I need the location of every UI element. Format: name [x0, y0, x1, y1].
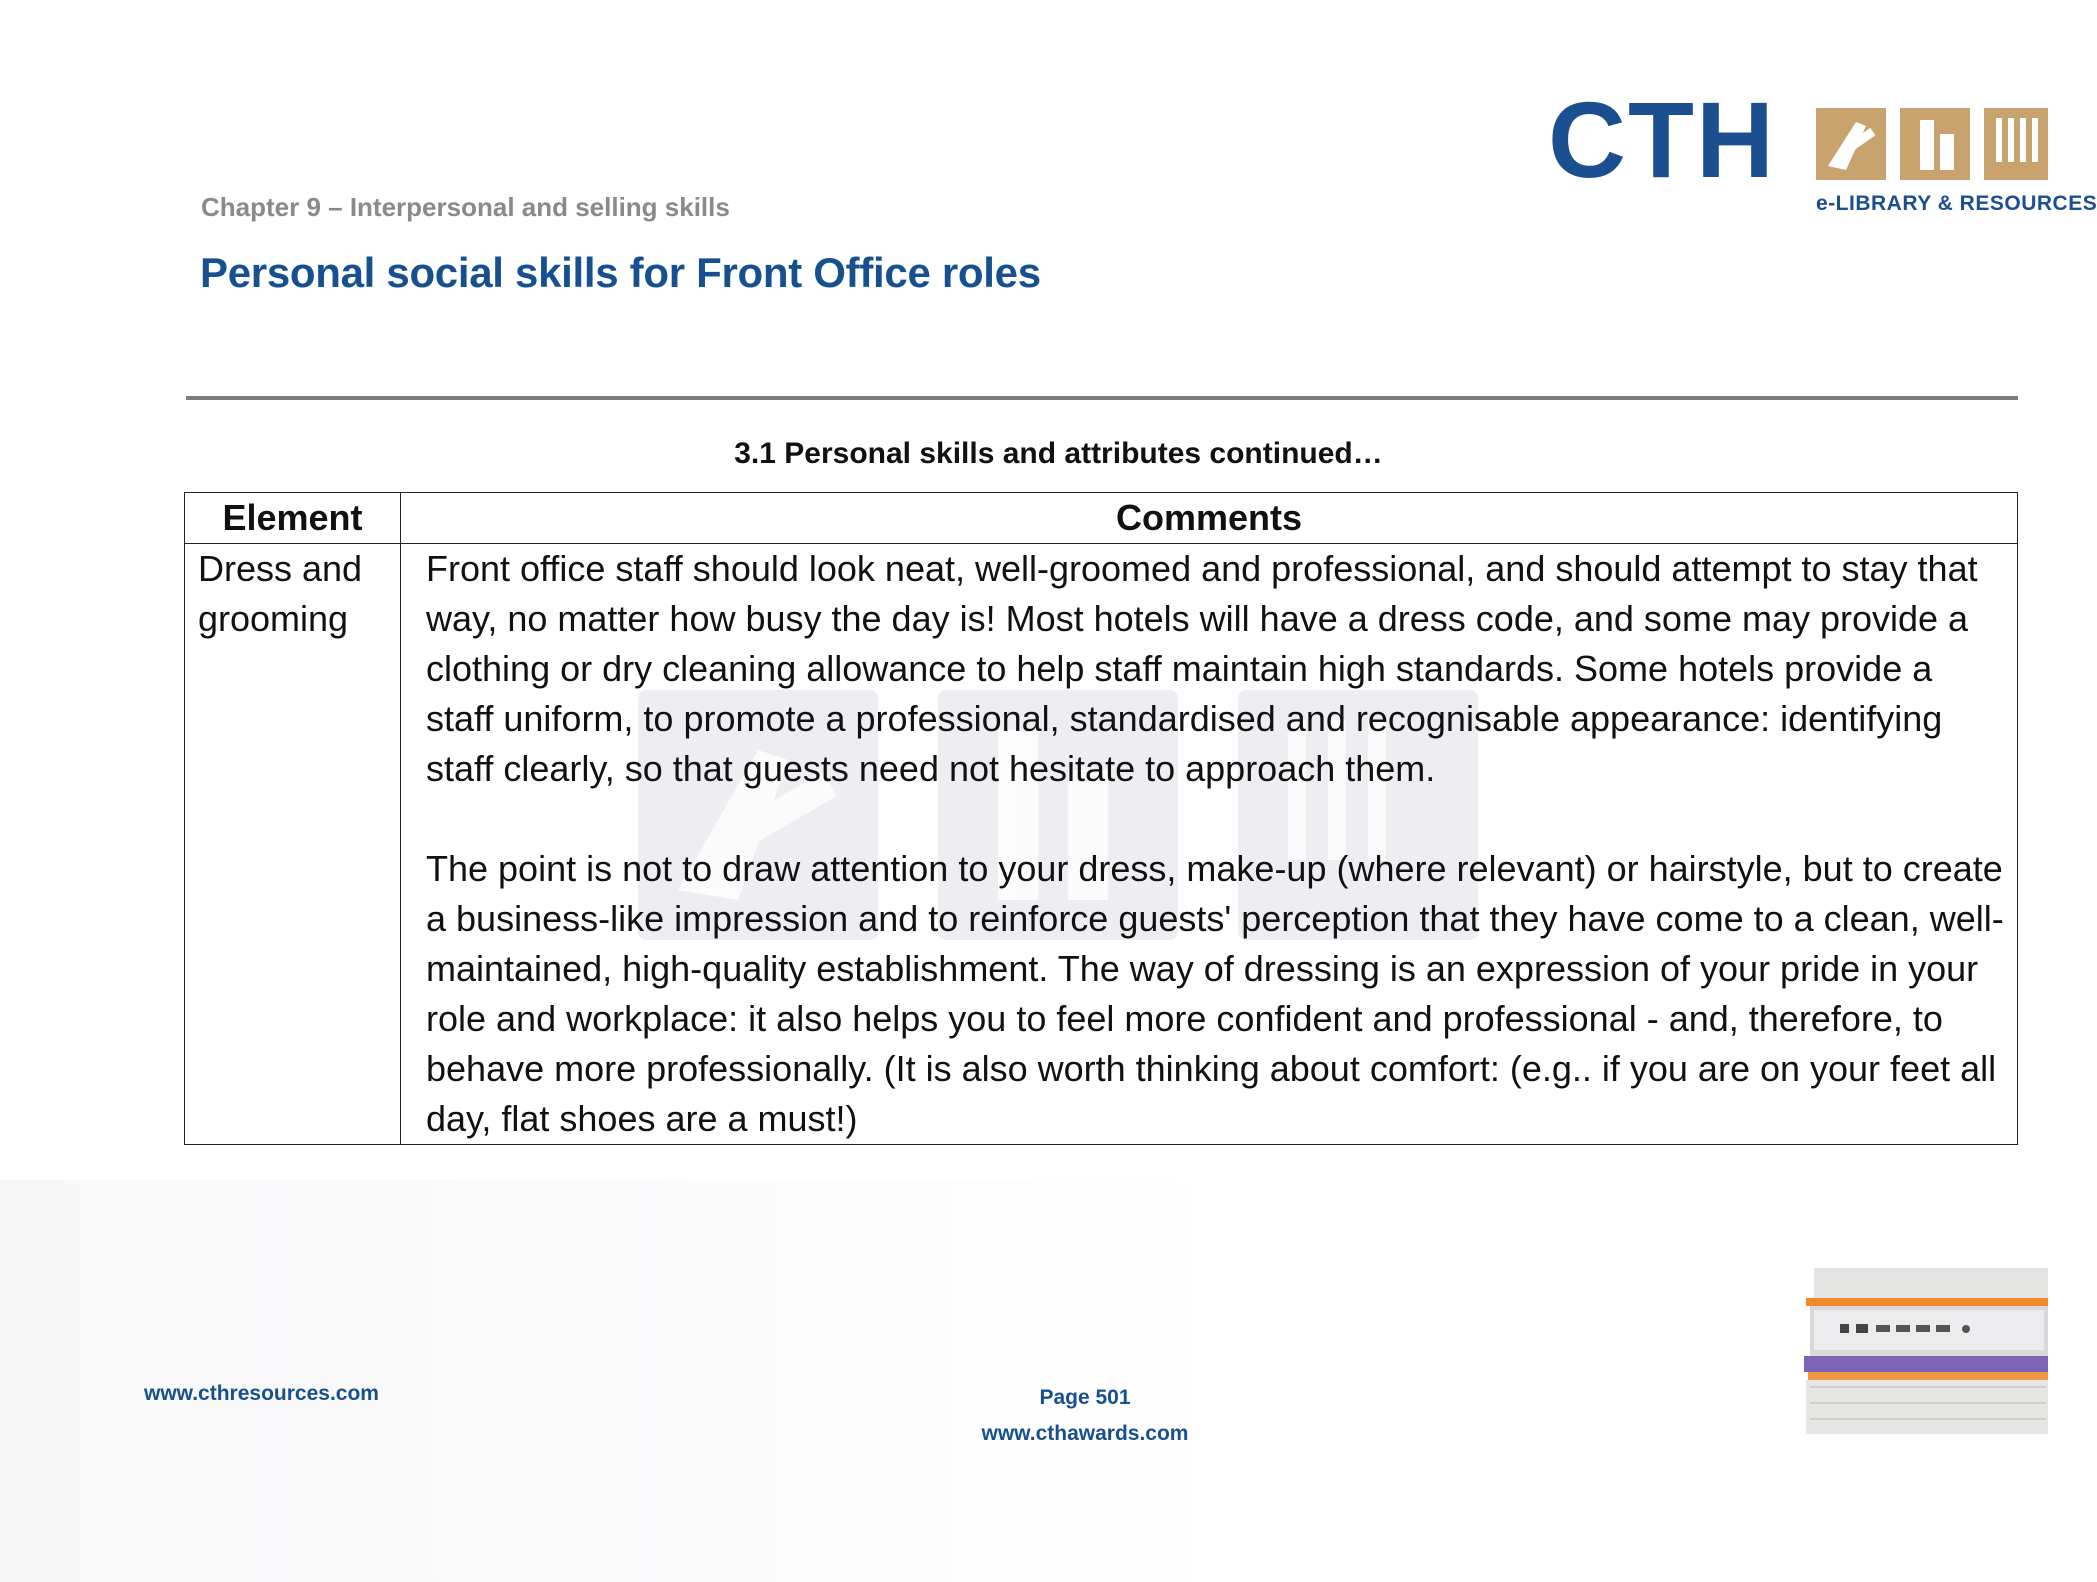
- table-header-row: [185, 493, 2018, 544]
- comments-cell: [401, 544, 2018, 1145]
- footer-resources-link[interactable]: www.cthresources.com: [144, 1382, 379, 1405]
- footer-background-fade: [0, 1180, 1230, 1582]
- header-divider: [186, 396, 2018, 400]
- stacked-books-image: [1800, 1262, 2048, 1434]
- cth-logo: [1548, 79, 2097, 220]
- element-cell: Dress and grooming: [185, 544, 401, 1145]
- column-header-element: Element: [185, 493, 401, 544]
- page-number: Page 501: [1039, 1386, 1131, 1409]
- paragraph-spacer: [426, 794, 2009, 844]
- logo-tiles-icon: [1816, 108, 2048, 180]
- column-header-comments: Comments: [401, 493, 2018, 544]
- chapter-label: Chapter 9 – Interpersonal and selling skills: [201, 192, 730, 222]
- section-heading: 3.1 Personal skills and attributes continued…: [734, 437, 1383, 470]
- page-title: Personal social skills for Front Office roles: [200, 249, 1041, 296]
- footer-awards-link[interactable]: www.cthawards.com: [981, 1422, 1189, 1445]
- logo-tagline: e-LIBRARY & RESOURCES: [1816, 192, 2097, 215]
- table-row: [185, 544, 2018, 1145]
- comment-paragraph: Front office staff should look neat, well-groomed and professional, and should attempt to stay that way, no matter how busy the day is! Most hotels will have a dress code, and some may provide a clothing or dry cleaning allowance to help staff maintain high standards. Some hotels provide a staff uniform, to promote a professional, standardised and recognisable appearance: identifying staff clearly, so that guests need not hesitate to approach them.: [426, 548, 1978, 789]
- logo-brand-text: CTH: [1548, 79, 1776, 200]
- skills-table: [184, 492, 2018, 1145]
- comment-paragraph: The point is not to draw attention to your dress, make-up (where relevant) or hairstyle, but to create a business-like impression and to reinforce guests' perception that they have come to a clean, well-maintained, high-quality establishment. The way of dressing is an expression of your pride in your role and workplace: it also helps you to feel more confident and professional - and, therefore, to behave more professionally. (It is also worth thinking about comfort: (e.g.. if you are on your feet all day, flat shoes are a must!): [426, 848, 2004, 1139]
